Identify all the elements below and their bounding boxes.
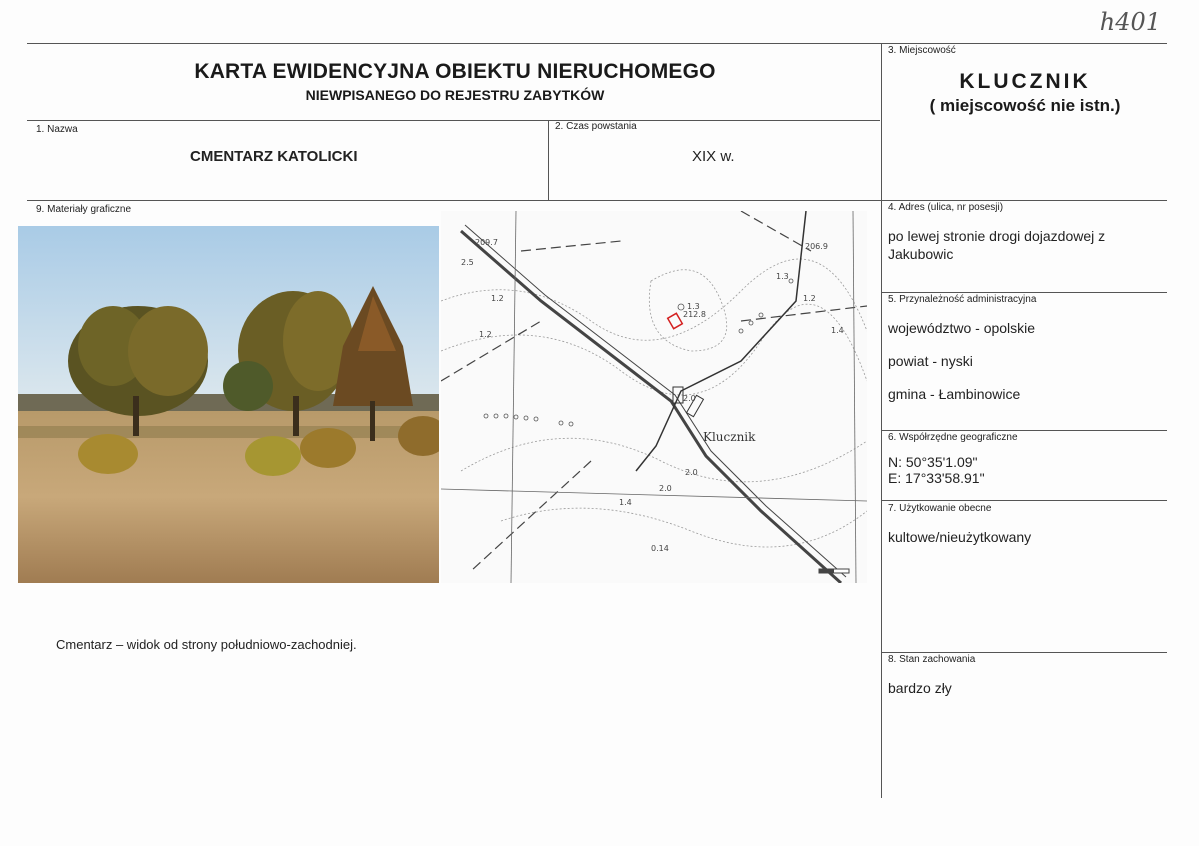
- map-height-8: 1.3: [687, 302, 700, 311]
- map-height-2: 2.5: [461, 258, 474, 267]
- cemetery-photo: [18, 226, 439, 583]
- powiat-value: powiat - nyski: [888, 353, 973, 369]
- wspolrzedne-label: 6. Współrzędne geograficzne: [888, 432, 1018, 443]
- map-height-5: 206.9: [805, 242, 828, 251]
- map-height-3: 1.2: [491, 294, 504, 303]
- map-place-label: Klucznik: [703, 430, 756, 444]
- miejscowosc-note: ( miejscowość nie istn.): [929, 96, 1121, 115]
- map-height-1: 209.7: [475, 238, 498, 247]
- document-subtitle: NIEWPISANEGO DO REJESTRU ZABYTKÓW: [305, 87, 605, 103]
- stan-label: 8. Stan zachowania: [888, 654, 976, 665]
- map-height-10: 1.4: [831, 326, 844, 335]
- map-height-7: 1.2: [803, 294, 816, 303]
- row9-rule: [27, 200, 1167, 201]
- top-rule: [27, 43, 1167, 44]
- nazwa-value: CMENTARZ KATOLICKI: [190, 148, 358, 165]
- map-height-11: 2.0: [683, 394, 696, 403]
- topographic-map-image: [441, 211, 867, 583]
- gmina-value: gmina - Łambinowice: [888, 386, 1021, 402]
- miejscowosc-label: 3. Miejscowość: [888, 45, 956, 56]
- row7-rule: [881, 500, 1167, 501]
- right-column-divider: [881, 43, 882, 798]
- row6-rule: [881, 430, 1167, 431]
- map-height-6: 1.3: [776, 272, 789, 281]
- cemetery-photo-image: [18, 226, 439, 583]
- latitude-value: N: 50°35'1.09": [888, 454, 978, 470]
- map-height-13: 2.0: [659, 484, 672, 493]
- map-height-15: 0.14: [651, 544, 669, 553]
- row8-rule: [881, 652, 1167, 653]
- longitude-value: E: 17°33'58.91": [888, 470, 985, 486]
- materialy-label: 9. Materiały graficzne: [36, 204, 132, 215]
- row1-rule: [27, 120, 880, 121]
- row1-divider: [548, 120, 549, 200]
- uzytkowanie-label: 7. Użytkowanie obecne: [888, 503, 992, 514]
- uzytkowanie-value: kultowe/nieużytkowany: [888, 529, 1032, 545]
- topographic-map: [441, 211, 867, 583]
- stan-value: bardzo zły: [888, 680, 952, 696]
- handwritten-number: h401: [1099, 8, 1161, 36]
- map-height-14: 1.4: [619, 498, 632, 507]
- map-height-12: 2.0: [685, 468, 698, 477]
- wojewodztwo-value: województwo - opolskie: [888, 320, 1036, 336]
- przynaleznosc-label: 5. Przynależność administracyjna: [888, 294, 1037, 305]
- nazwa-label: 1. Nazwa: [36, 124, 78, 135]
- miejscowosc-value: KLUCZNIK: [959, 70, 1091, 93]
- czas-label: 2. Czas powstania: [555, 121, 637, 132]
- adres-value: po lewej stronie drogi dojazdowej z Jakubowic: [888, 228, 1106, 262]
- map-height-9: 212.8: [683, 310, 706, 319]
- photo-caption: Cmentarz – widok od strony południowo-zachodniej.: [56, 637, 357, 652]
- map-height-4: 1.2: [479, 330, 492, 339]
- adres-label: 4. Adres (ulica, nr posesji): [888, 202, 1004, 213]
- row5-rule: [881, 292, 1167, 293]
- czas-value: XIX w.: [692, 148, 735, 165]
- document-title: KARTA EWIDENCYJNA OBIEKTU NIERUCHOMEGO: [194, 60, 716, 83]
